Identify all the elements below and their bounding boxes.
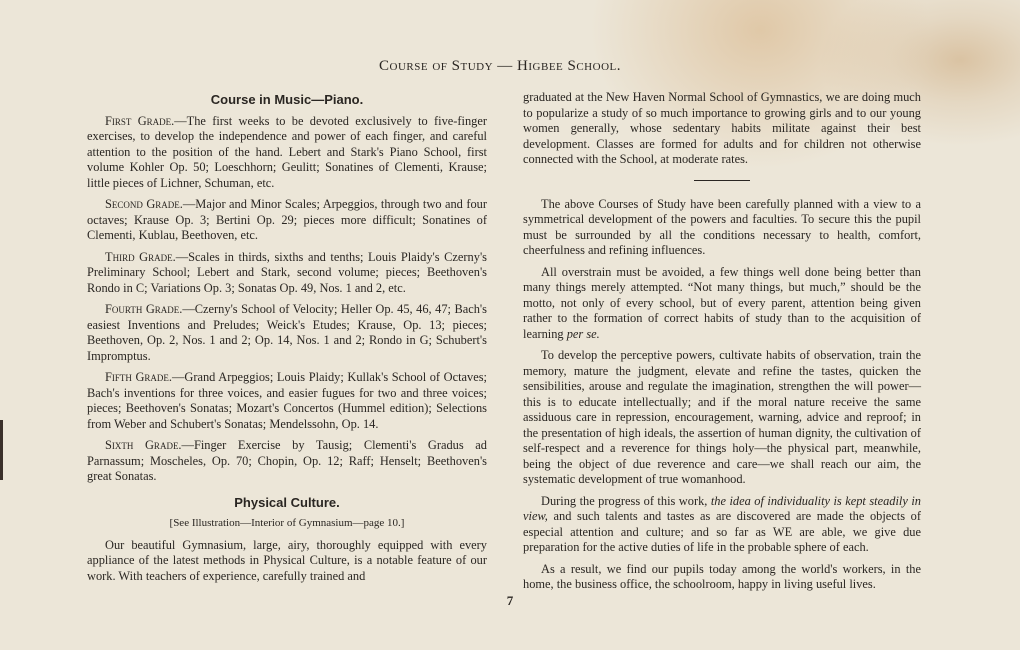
grade-label: Fifth Grade. xyxy=(105,370,173,384)
courses-paragraph: The above Courses of Study have been carefully planned with a view to a symmetrical development of the powers and faculties. To secure this the pupil must be surrounded by all the conditions necessary to health, comfort, cheerfulness and refining influences. xyxy=(523,196,921,257)
result-paragraph: As a result, we find our pupils today among the world's workers, in the home, the business office, the schoolroom, happy in living useful lives. xyxy=(523,561,921,591)
page-header: Course of Study — Higbee School. xyxy=(379,58,621,74)
left-column xyxy=(87,92,487,590)
section-title-music: Course in Music—Piano. xyxy=(210,92,364,107)
grade-label: Third Grade. xyxy=(105,249,176,264)
grade-label: Fourth Grade. xyxy=(105,302,183,316)
grade-paragraph-1 xyxy=(87,114,487,192)
overstrain-paragraph xyxy=(523,265,921,343)
grade-paragraph-6 xyxy=(87,438,487,485)
overstrain-text: All overstrain must be avoided, a few things well done being better than many things merely attempted. “Not many things, but much,” should be the motto, not only of every school, but of every parent, attention being given rather to the formation of correct habits of study than to the acquisition of learning xyxy=(523,264,921,341)
grade-paragraph-4 xyxy=(87,302,487,364)
grade-text: —Major and Minor Scales; Arpeggios, through two and four octaves; Krause Op. 3; Bertini Op. 29; pieces more difficult; Sonatines of Clementi, Kublau, Beethoven, etc. xyxy=(87,197,487,242)
illustration-note: [See Illustration—Interior of Gymnasium—page 10.] xyxy=(169,517,405,529)
grade-text: —The first weeks to be devoted exclusively to five-finger exercises, to develop the independence and power of each finger, and careful attention to the position of the hand. Lebert and Stark's Piano School, first volume Kohler Op. 50; Loeschhorn; Geulitt; Sonatines of Clementi, Krause; little pieces of Lichner, Schuman, etc. xyxy=(87,113,487,190)
develop-paragraph: To develop the perceptive powers, cultivate habits of observation, train the memory, mature the judgment, elevate and refine the tastes, quicken the sensibilities, arouse and regulate the imagination, strengthen the will power—this is to educate intellectually; and if the moral nature receive the same assiduous care in repression, encouragement, warning, advice and reproof; in the presentation of high ideals, the assertion of human dignity, the cultivation of self-respect and a reverence for things holy—the physical part, meanwhile, being the object of due reverence and care—we shall reach our aim, the systematic development of true womanhood. xyxy=(523,348,921,486)
right-column xyxy=(523,90,921,599)
grade-label: First Grade. xyxy=(105,113,175,128)
section-divider xyxy=(694,180,750,181)
grade-label: Second Grade. xyxy=(105,197,183,211)
physical-culture-paragraph: Our beautiful Gymnasium, large, airy, thoroughly equipped with every appliance of the latest methods in Physical Culture, is a notable feature of our work. With teachers of experience, carefully trained and xyxy=(87,537,487,583)
grade-paragraph-2 xyxy=(87,197,487,244)
per-se-text: per se. xyxy=(566,326,600,341)
progress-text-a: During the progress of this work, xyxy=(541,493,711,508)
grade-paragraph-3 xyxy=(87,250,487,297)
page-number: 7 xyxy=(506,593,514,608)
grade-text: —Czerny's School of Velocity; Heller Op. 45, 46, 47; Bach's easiest Inventions and Preludes; Weick's Etudes; Krause, Op. 13; pieces; Beethoven, Op. 2, Nos. 1 and 2; Op. 14, Nos. 1 and 2; Rondo in G; Schubert's Impromptus. xyxy=(87,302,487,363)
grade-text: —Finger Exercise by Tausig; Clementi's Gradus ad Parnassum; Moscheles, Op. 70; Chopin, Op. 12; Raff; Henselt; Beethoven's great Sonatas. xyxy=(87,438,487,483)
grade-text: —Grand Arpeggios; Louis Plaidy; Kullak's School of Octaves; Bach's inventions for three voices, and easier fugues for two and three voices; pieces; Beethoven's Sonatas; Mozart's Concertos (Hummel edition); Selections from Weber and Schubert's Sonatas; Mendelssohn, Op. 14. xyxy=(87,370,487,431)
edge-mark xyxy=(0,420,3,480)
grade-paragraph-5 xyxy=(87,370,487,432)
grade-text: —Scales in thirds, sixths and tenths; Louis Plaidy's Czerny's Preliminary School; Lebert and Stark, second volume; pieces; Beethoven's Rondo in C; Variations Op. 3; Sonatas Op. 49, Nos. 1 and 2, etc. xyxy=(87,249,487,295)
progress-text-b: and such talents and tastes as are discovered are made the objects of especial attention and culture; and so far as WE are able, we give due preparation for the active duties of life in the probable sphere of each. xyxy=(523,509,921,554)
progress-paragraph xyxy=(523,494,921,556)
individuality-text: the idea of individuality is kept steadily in view, xyxy=(523,493,921,523)
section-title-physical: Physical Culture. xyxy=(234,494,340,510)
grade-label: Sixth Grade. xyxy=(105,438,182,452)
continued-paragraph: graduated at the New Haven Normal School of Gymnastics, we are doing much to popularize a study of so much importance to growing girls and to our young women generally, whose sedentary habits militate against their best development. Classes are formed for adults and for children not otherwise connected with the School, at moderate rates. xyxy=(523,90,921,166)
